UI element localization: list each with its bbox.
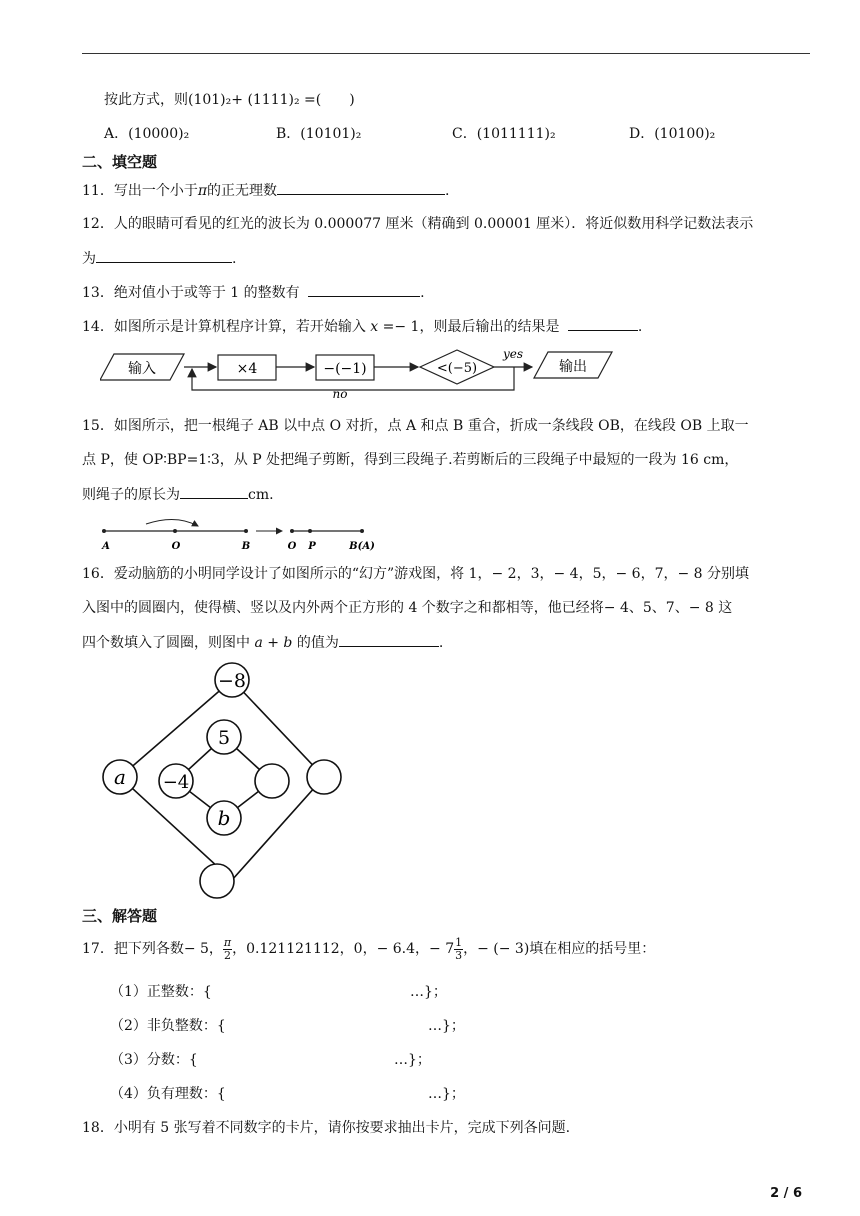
- no-label: no: [332, 387, 348, 400]
- question-12-line1: 12．人的眼睛可看见的红光的波长为 0.000077 厘米（精确到 0.00001 厘米）．将近似数用科学记数法表示: [82, 216, 754, 232]
- fraction-denominator: 3: [455, 948, 463, 962]
- outer-square: [120, 680, 324, 880]
- q17-text-post: ，− (− 3)填在相应的括号里：: [463, 941, 656, 957]
- outer-bottom-circle: [200, 864, 234, 898]
- section-fill-in-title: 二、填空题: [82, 153, 158, 171]
- q15-text-post: cm.: [248, 487, 274, 503]
- question-18: 18．小明有 5 张写着不同数字的卡片，请你按要求抽出卡片，完成下列各问题.: [82, 1120, 571, 1136]
- q17-item-1: [110, 982, 450, 1002]
- q16-text-post: 的值为: [292, 635, 339, 651]
- item-end: …}；: [428, 1018, 465, 1034]
- q10-stem: 按此方式，则(101)₂+ (1111)₂ =( ): [104, 92, 355, 108]
- q17-text-pre: 17．把下列各数− 5，: [82, 941, 223, 957]
- label-a: A: [102, 541, 110, 552]
- outer-right-circle: [307, 760, 341, 794]
- fraction-one-third: [454, 937, 463, 962]
- label-o2: O: [287, 541, 297, 552]
- answer-blank[interactable]: [96, 248, 232, 263]
- point-b: [244, 529, 248, 533]
- header-rule: [82, 53, 810, 54]
- q13-end: .: [420, 285, 425, 301]
- item-end: …}；: [394, 1052, 431, 1068]
- point-p: [308, 529, 312, 533]
- variable-x: x: [370, 319, 379, 335]
- question-16-line3: [82, 632, 443, 653]
- answer-blank[interactable]: [277, 180, 445, 195]
- q11-text-post: 的正无理数: [207, 183, 278, 199]
- q16-text-pre: 四个数填入了圆圈，则图中: [82, 635, 255, 651]
- option-b: B．(10101)₂: [276, 126, 362, 142]
- item-end: …}；: [428, 1086, 465, 1102]
- rope-fold-diagram: [96, 514, 386, 554]
- q14-text-mid: =− 1，则最后输出的结果是: [378, 319, 560, 335]
- page-number: 2 / 6: [770, 1186, 802, 1201]
- question-14: [82, 316, 642, 337]
- question-15-line1: 15．如图所示，把一根绳子 AB 以中点 O 对折，点 A 和点 B 重合，折成一条线段 OB，在线段 OB 上取一: [82, 418, 749, 434]
- question-17: [82, 934, 655, 964]
- yes-label: yes: [502, 347, 524, 361]
- magic-square-diagram: [96, 660, 356, 900]
- expression-a-plus-b: a + b: [254, 635, 293, 651]
- item-label: （3）分数：{: [110, 1052, 198, 1068]
- program-flowchart: [100, 344, 620, 400]
- q17-item-4: [110, 1084, 470, 1104]
- item-label: （2）非负整数：{: [110, 1018, 226, 1034]
- value-inner-left: −4: [162, 772, 190, 793]
- q14-end: .: [637, 319, 643, 335]
- q16-end: .: [438, 635, 444, 651]
- q12-text: 为: [82, 251, 96, 267]
- compare-label: <(−5): [436, 361, 478, 376]
- point-o: [173, 529, 177, 533]
- answer-blank[interactable]: [568, 316, 638, 331]
- input-label: 输入: [128, 361, 156, 377]
- q11-end: .: [445, 183, 450, 199]
- q17-item-3: [110, 1050, 440, 1070]
- inner-right-circle: [255, 764, 289, 798]
- item-label: （4）负有理数：{: [110, 1086, 226, 1102]
- q17-item-2: [110, 1016, 470, 1036]
- q15-text-pre: 则绳子的原长为: [82, 487, 180, 503]
- section-solve-title: 三、解答题: [82, 907, 158, 925]
- answer-blank[interactable]: [339, 632, 439, 647]
- value-inner-top: 5: [217, 727, 231, 749]
- option-d: D．(10100)₂: [629, 126, 716, 142]
- question-15-line3: [82, 484, 274, 505]
- q13-text: 13．绝对值小于或等于 1 的整数有: [82, 285, 300, 301]
- fraction-denominator: 2: [224, 948, 232, 962]
- q10-options: [104, 124, 804, 144]
- label-o: O: [171, 541, 181, 552]
- q14-text-pre: 14．如图所示是计算机程序计算，若开始输入: [82, 319, 371, 335]
- label-ba: B(A): [349, 541, 375, 552]
- question-16-line2: 入图中的圆圈内，使得横、竖以及内外两个正方形的 4 个数字之和都相等，他已经将− 4、5、7、− 8 这: [82, 600, 733, 616]
- question-12-line2: [82, 248, 236, 269]
- fold-arrow: [146, 519, 198, 526]
- fraction-numerator: π: [223, 935, 232, 949]
- fraction-numerator: 1: [455, 935, 463, 949]
- item-label: （1）正整数：{: [110, 984, 212, 1000]
- q17-text-mid: ，0.121121112，0，− 6.4，− 7: [232, 941, 455, 957]
- question-15-line2: 点 P，使 OP∶BP=1∶3，从 P 处把绳子剪断，得到三段绳子.若剪断后的三段绳子中最短的一段为 16 cm，: [82, 452, 739, 468]
- label-b: B: [241, 541, 251, 552]
- value-a: a: [114, 765, 126, 789]
- q12-end: .: [232, 251, 237, 267]
- answer-blank[interactable]: [308, 282, 420, 297]
- output-label: 输出: [559, 359, 587, 375]
- subtract-label: −(−1): [323, 361, 367, 377]
- question-11: [82, 180, 449, 201]
- multiply-label: ×4: [236, 361, 258, 377]
- question-16-line1: 16．爱动脑筋的小明同学设计了如图所示的“幻方”游戏图，将 1，− 2，3，− 4，5，− 6，7，− 8 分别填: [82, 566, 750, 582]
- value-top: −8: [217, 670, 247, 692]
- item-end: …}；: [410, 984, 447, 1000]
- value-b: b: [217, 806, 231, 830]
- option-c: C．(1011111)₂: [452, 126, 556, 142]
- point-ba: [360, 529, 364, 533]
- answer-blank[interactable]: [180, 484, 248, 499]
- pi-symbol: π: [197, 183, 208, 199]
- option-a: A．(10000)₂: [104, 126, 190, 142]
- fraction-pi-over-2: [223, 937, 232, 962]
- point-a: [102, 529, 106, 533]
- point-o2: [290, 529, 294, 533]
- label-p: P: [308, 541, 316, 552]
- question-13: [82, 282, 425, 303]
- q11-text-pre: 11．写出一个小于: [82, 183, 198, 199]
